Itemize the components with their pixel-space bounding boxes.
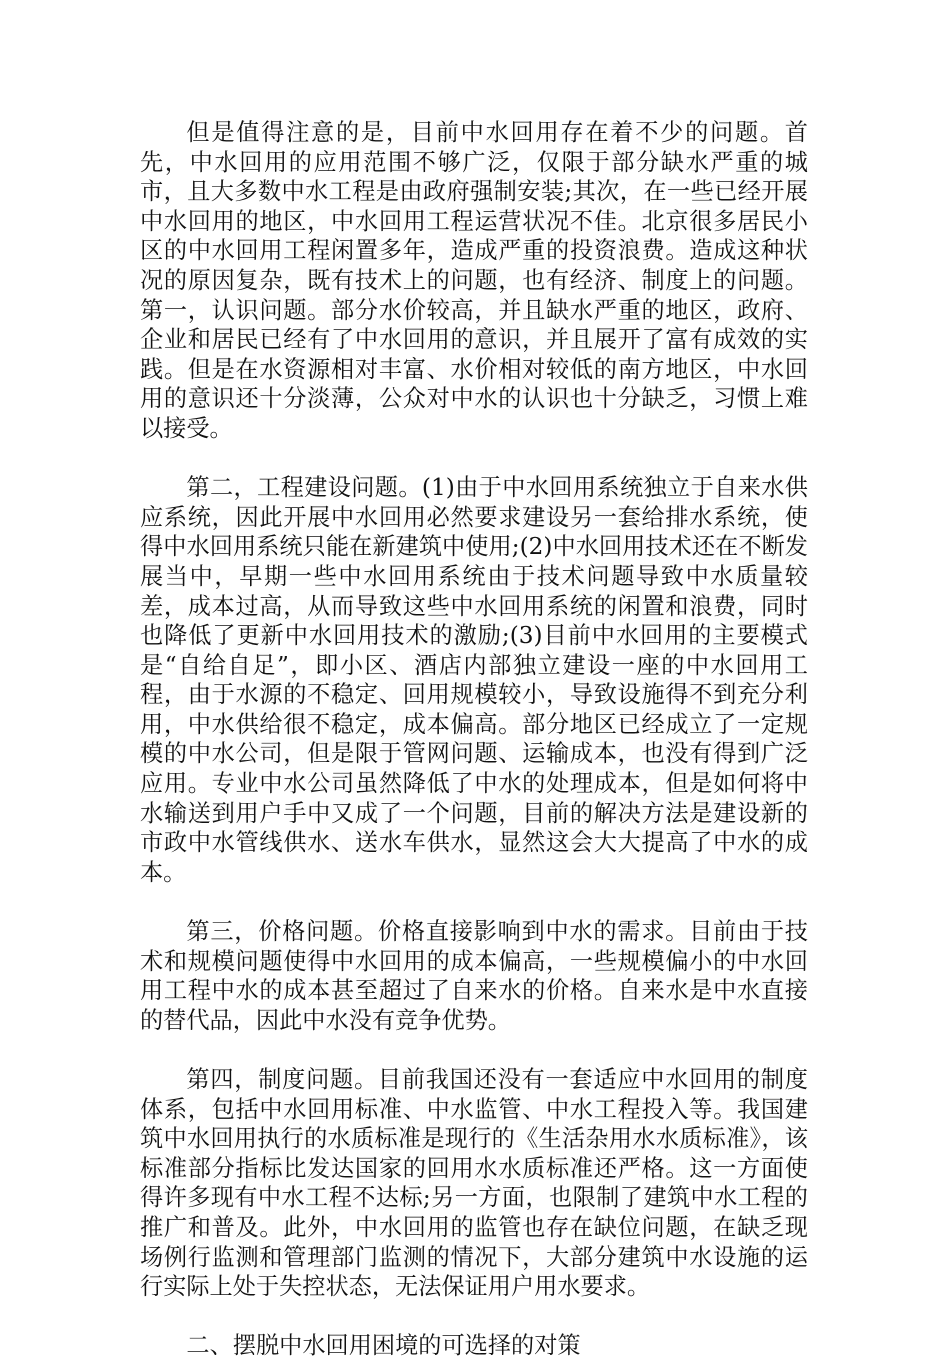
- paragraph-price-issues: 第三，价格问题。价格直接影响到中水的需求。目前由于技术和规模问题使得中水回用的成本偏高，一些规模偏小的中水回用工程中水的成本甚至超过了自来水的价格。自来水是中水直接的替代品，因此中水没有竞争优势。: [140, 918, 808, 1034]
- paragraph-engineering-issues: 第二，工程建设问题。(1)由于中水回用系统独立于自来水供应系统，因此开展中水回用必然要求建设另一套给排水系统，使得中水回用系统只能在新建筑中使用;(2)中水回用技术还在不断发展当中，早期一些中水回用系统由于技术问题导致中水质量较差，成本过高，从而导致这些中水回用系统的闲置和浪费，同时也降低了更新中水回用技术的激励;(3)目前中水回用的主要模式是“自给自足”，即小区、酒店内部独立建设一座的中水回用工程，由于水源的不稳定、回用规模较小，导致设施得不到充分利用，中水供给很不稳定，成本偏高。部分地区已经成立了一定规模的中水公司，但是限于管网问题、运输成本，也没有得到广泛应用。专业中水公司虽然降低了中水的处理成本，但是如何将中水输送到用户手中又成了一个问题，目前的解决方法是建设新的市政中水管线供水、送水车供水，显然这会大大提高了中水的成本。: [140, 474, 808, 886]
- section-heading: 二、摆脱中水回用困境的可选择的对策: [186, 1332, 581, 1360]
- paragraph-institutional-issues: 第四，制度问题。目前我国还没有一套适应中水回用的制度体系，包括中水回用标准、中水监管、中水工程投入等。我国建筑中水回用执行的水质标准是现行的《生活杂用水水质标准》，该标准部分指标比发达国家的回用水水质标准还严格。这一方面使得许多现有中水工程不达标;另一方面，也限制了建筑中水工程的推广和普及。此外，中水回用的监管也存在缺位问题，在缺乏现场例行监测和管理部门监测的情况下，大部分建筑中水设施的运行实际上处于失控状态，无法保证用户用水要求。: [140, 1066, 808, 1301]
- paragraph-problems-overview: 但是值得注意的是，目前中水回用存在着不少的问题。首先，中水回用的应用范围不够广泛，仅限于部分缺水严重的城市，且大多数中水工程是由政府强制安装;其次，在一些已经开展中水回用的地区，中水回用工程运营状况不佳。北京很多居民小区的中水回用工程闲置多年，造成严重的投资浪费。造成这种状况的原因复杂，既有技术上的问题，也有经济、制度上的问题。第一，认识问题。部分水价较高，并且缺水严重的地区，政府、企业和居民已经有了中水回用的意识，并且展开了富有成效的实践。但是在水资源相对丰富、水价相对较低的南方地区，中水回用的意识还十分淡薄，公众对中水的认识也十分缺乏，习惯上难以接受。: [140, 119, 808, 442]
- document-body: [140, 118, 808, 1361]
